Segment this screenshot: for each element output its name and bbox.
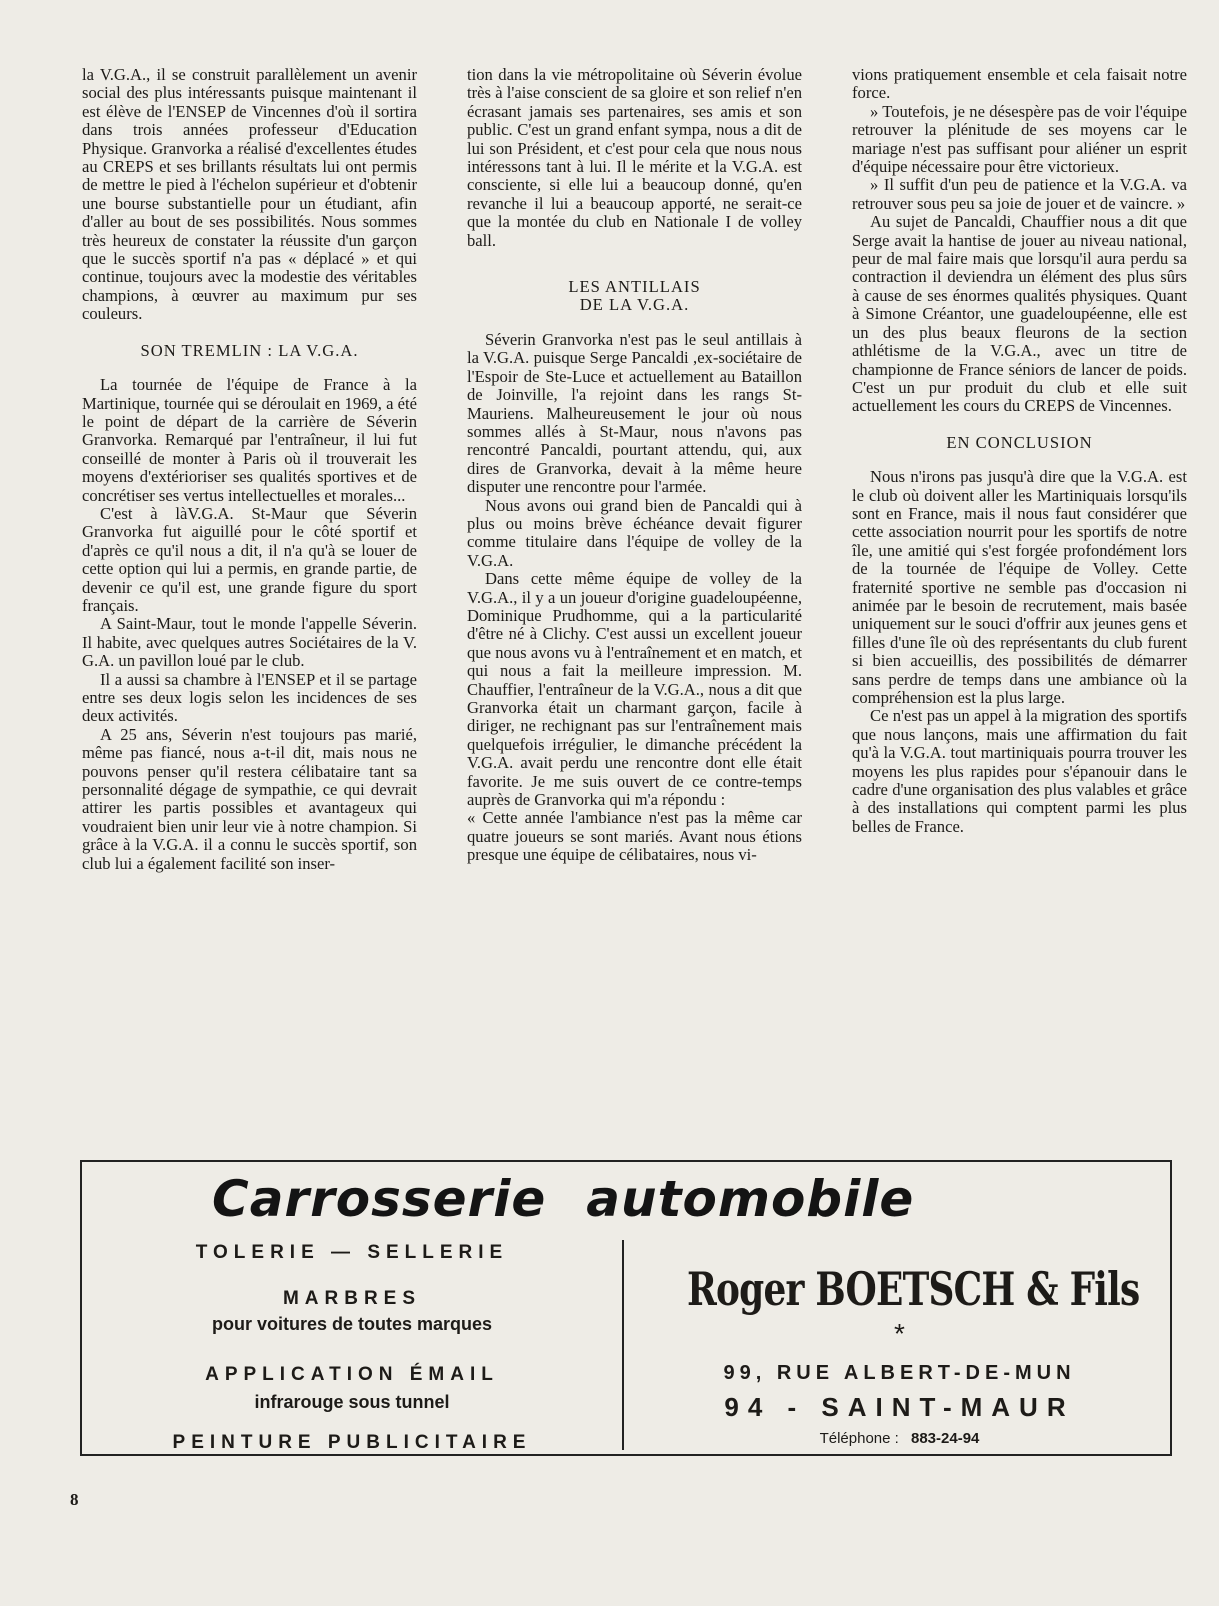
star-icon: *	[894, 1318, 905, 1349]
section-heading: EN CONCLUSION	[946, 432, 1093, 452]
paragraph: Dans cette même équipe de volley de la V.G.A., il y a un joueur d'origine guadeloupéenne, Dominique Prudhomme, qui a la particularité d'être né à Clichy. C'est aussi un excellent joueur que nous avons vu à l'entraînement et en match, et qui nous a fait la meilleure impression. M. Chauffier, l'entraîneur de la V.G.A., nous a dit que Granvorka était un charmant garçon, facile à diriger, ne rechignant pas sur l'entraînement mais quelquefois irrégulier, le dimanche précédent la V.G.A. avait perdu une rencontre dont elle était favorite. Je me suis ouvert de ce contre-temps auprès de Granvorka qui m'a répondu :	[467, 569, 802, 810]
article-body	[82, 66, 1187, 1146]
paragraph: C'est à làV.G.A. St-Maur que Séverin Granvorka fut aiguillé pour le côté sportif et d'après ce qu'il nous a dit, il n'a qu'à se louer de cette option qui lui a permis, en grande partie, de devenir ce qu'il est, une grande figure du sport français.	[82, 503, 417, 615]
company-street: 99, RUE ALBERT-DE-MUN	[723, 1362, 1076, 1384]
section-heading: SON TREMLIN : LA V.G.A.	[140, 340, 359, 360]
phone-number: 883-24-94	[911, 1430, 980, 1447]
ad-services-line: APPLICATION ÉMAIL	[205, 1364, 499, 1385]
paragraph: Nous avons oui grand bien de Pancaldi qui à plus ou moins brève échéance devait figurer comme titulaire dans l'équipe de volley de la V.G.A.	[467, 495, 802, 570]
paragraph: A Saint-Maur, tout le monde l'appelle Séverin. Il habite, avec quelques autres Sociétaires de la V. G.A. un pavillon loué par le club.	[82, 614, 417, 671]
paragraph: « Cette année l'ambiance n'est pas la même car quatre joueurs se sont mariés. Avant nous étions presque une équipe de célibataires, nous vi-	[467, 808, 802, 865]
page-number: 8	[70, 1490, 79, 1509]
column-middle	[467, 66, 802, 1146]
paragraph: Au sujet de Pancaldi, Chauffier nous a dit que Serge avait la hantise de jouer au niveau national, peur de mal faire mais que lorsqu'il aura perdu sa contraction il deviendra un élément des plus sûrs à cause de ses énormes qualités physiques. Quant à Simone Créantor, une guadeloupéenne, elle est un des plus beaux fleurons de la section athlétisme de la V.G.A., avec un titre de championne de France séniors de lancer de poids. C'est un pur produit du club et elle suit actuellement les cours du CREPS de Vincennes.	[852, 212, 1187, 416]
column-left	[82, 66, 417, 1146]
paragraph: Il a aussi sa chambre à l'ENSEP et il se partage entre ses deux logis selon les incidences de ses deux activités.	[82, 669, 417, 726]
ad-company	[627, 1234, 1172, 1454]
paragraph: A 25 ans, Séverin n'est toujours pas marié, même pas fiancé, nous a-t-il dit, mais nous ne pouvons penser qu'il restera célibataire tant sa personnalité dégage de sympathie, ce qui devrait attirer les partis possibles et avantageux qui voudraient bien unir leur vie à notre champion. Si grâce à la V.G.A. il a connu le succès sportif, son club lui a également facilité son inser-	[82, 724, 417, 873]
company-name: Roger BOETSCH & Fils	[686, 1262, 1140, 1316]
ad-services-line: PEINTURE PUBLICITAIRE	[172, 1432, 532, 1453]
section-heading-line: LES ANTILLAIS	[568, 277, 701, 297]
paragraph: tion dans la vie métropolitaine où Séverin évolue très à l'aise conscient de sa gloire et son relief n'en écrasant jamais ses partenaires, ses amis et son public. C'est un grand enfant sympa, nous a dit de lui son Président, et c'est pour cela que nous nous intéressons tant à lui. Il le mérite et la V.G.A. est consciente, si elle lui a beaucoup donné, qu'en revanche il lui a beaucoup apporté, ne serait-ce que la montée du club en Nationale I de volley ball.	[467, 65, 802, 250]
paragraph: Ce n'est pas un appel à la migration des sportifs que nous lançons, mais une affirmation du fait qu'à la V.G.A. tout martiniquais pourra trouver les moyens les plus rapides pour s'épanouir dans le cadre d'une organisation des plus valables et grâce à des installations qui comptent parmi les plus belles de France.	[852, 706, 1187, 836]
paragraph: » Il suffit d'un peu de patience et la V.G.A. va retrouver sous peu sa joie de jouer et de vaincre. »	[852, 175, 1187, 213]
ad-services-line: TOLERIE — SELLERIE	[195, 1242, 509, 1263]
ad-title-word: Carrosserie	[212, 1170, 547, 1228]
phone-label: Téléphone :	[819, 1430, 899, 1447]
ad-services-line: MARBRES	[282, 1288, 422, 1309]
paragraph: » Toutefois, je ne désespère pas de voir l'équipe retrouver la plénitude de ses moyens car le mariage n'est pas suffisant pour aliéner un esprit d'équipe nécessaire pour être victorieux.	[852, 101, 1187, 177]
ad-divider	[622, 1240, 624, 1450]
ad-title	[212, 1168, 1072, 1230]
company-phone	[627, 1430, 1172, 1447]
paragraph: Séverin Granvorka n'est pas le seul antillais à la V.G.A. puisque Serge Pancaldi ,ex-sociétaire de l'Espoir de Ste-Luce et actuellement au Bataillon de Joinville, l'a rejoint dans les rangs St-Mauriens. Malheureusement le jour où nous sommes allés à St-Maur, nous n'avons pas rencontré Pancaldi, pourtant attendu, qui, aux dires de Granvorka, devait à la même heure disputer une rencontre pour l'armée.	[467, 329, 802, 497]
paragraph: La tournée de l'équipe de France à la Martinique, tournée qui se déroulait en 1969, a été le point de départ de la carrière de Séverin Granvorka. Remarqué par l'entraîneur, il lui fut conseillé de monter à Paris où il trouverait les moyens d'extérioriser ses qualités sportives et de concrétiser ses vertus intellectuelles et morales...	[82, 375, 417, 505]
section-heading	[467, 278, 802, 315]
paragraph: Nous n'irons pas jusqu'à dire que la V.G.A. est le club où doivent aller les Martiniquais lorsqu'ils sont en France, mais il nous faut considérer que cette association nourrit pour les sportifs de notre île, une amitié qui s'est forgée profondément lors de la tournée de l'équipe de Volley. Cette fraternité sportive ne semble pas d'occasion ni animée par le besoin de recrutement, mais basée uniquement sur le souci d'offrir aux jeunes gens et filles d'une île où des représentants du club furent si bien accueillis, des possibilités de démarrer sans perdre de temps dans une ambiance où la compréhension est la plus large.	[852, 467, 1187, 707]
section-heading-line: DE LA V.G.A.	[579, 295, 690, 315]
column-right	[852, 66, 1187, 1146]
advertisement	[80, 1160, 1172, 1456]
ad-services-line: infrarouge sous tunnel	[254, 1392, 450, 1412]
company-city: 94 - SAINT-MAUR	[724, 1392, 1075, 1422]
paragraph: la V.G.A., il se construit parallèlement un avenir social des plus intéressants puisque maintenant il est élève de l'ENSEP de Vincennes d'où il sortira dans trois années professeur d'Education Physique. Granvorka a réalisé d'excellentes études au CREPS et ses brillants résultats lui ont permis de mettre le pied à l'échelon supérieur et d'obtenir une bourse substantielle pour un étudiant, afin d'aller au bout de ses possibilités. Nous sommes très heureux de constater la réussite d'un garçon que le succès sportif n'a pas « déplacé » et qui continue, toujours avec la modestie des véritables champions, à œuvrer au maximum pur ses couleurs.	[82, 65, 417, 324]
ad-title-word: automobile	[586, 1170, 915, 1228]
ad-services	[82, 1234, 622, 1454]
ad-services-line: pour voitures de toutes marques	[211, 1314, 493, 1334]
paragraph: vions pratiquement ensemble et cela faisait notre force.	[852, 65, 1187, 103]
